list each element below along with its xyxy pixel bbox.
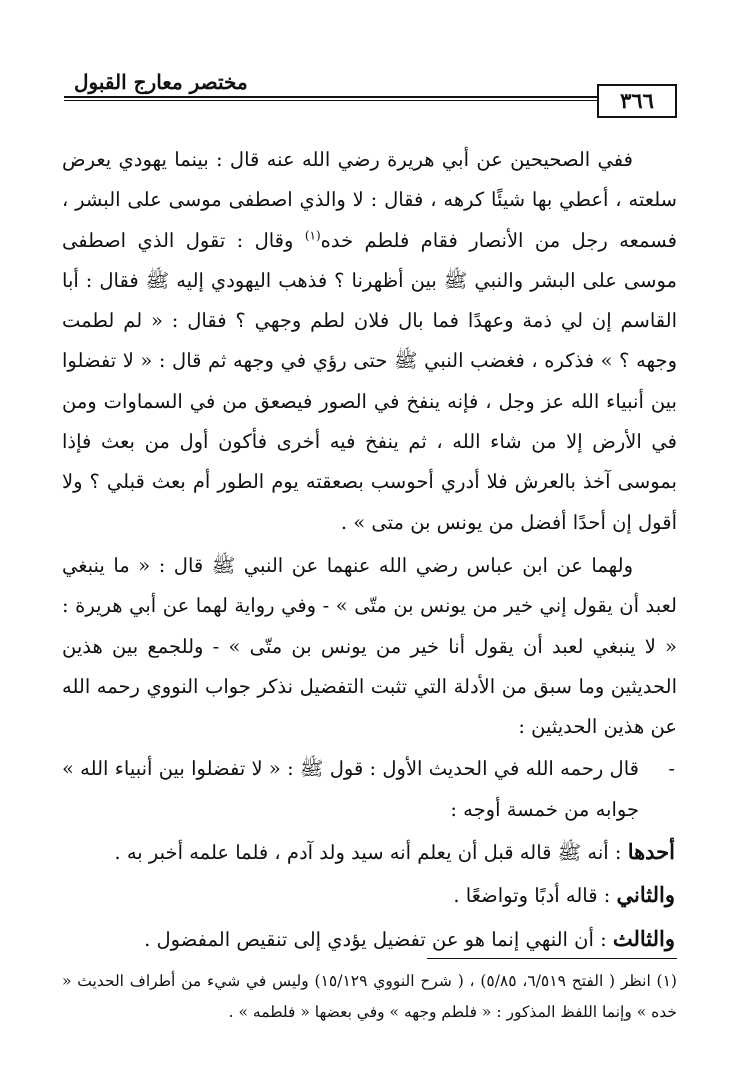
footnote-marker[interactable]: (١) <box>304 228 321 243</box>
answer-term: والثالث <box>612 925 675 951</box>
answer-term: والثاني <box>616 882 675 908</box>
paragraph-hadith-abu-hurayra <box>62 140 677 543</box>
nawawi-answer-intro <box>62 749 677 830</box>
header-rule <box>64 96 677 98</box>
answer-text: : أنه ﷺ قاله قبل أن يعلم أنه سيد ولد آدم ، فلما علمه أخبر به . <box>114 841 628 865</box>
answer-item-3 <box>62 919 677 960</box>
footnote-1: (١) انظر ( الفتح ٦/٥١٩، ٥/٨٥) ، ( شرح النووي ١٥/١٢٩) وليس في شيء من أطراف الحديث « خده » وإنما اللفظ المذكور : « فلطم وجهه » وفي بعضها « فلطمه » . <box>62 972 677 1021</box>
answer-item-2 <box>62 875 677 916</box>
paragraph-text: ففي الصحيحين عن أبي هريرة رضي الله عنه قال : بينما يهودي يعرض سلعته ، أعطي بها شيئًا كرهه ، فقال : لا والذي اصطفى موسى على البشر ، فسمعه رجل من الأنصار فقام فلطم خده <box>62 148 678 252</box>
answer-item-1 <box>62 832 677 873</box>
answer-text: : أن النهي إنما هو عن تفضيل يؤدي إلى تنقيص المفضول . <box>144 927 613 951</box>
header-rule-thin <box>64 100 677 101</box>
running-header <box>64 70 677 112</box>
answer-term: أحدها <box>627 839 675 865</box>
footnotes <box>62 966 677 1028</box>
footnote-separator <box>427 958 677 959</box>
book-title: مختصر معارج القبول <box>68 70 254 94</box>
paragraph-hadith-ibn-abbas: ولهما عن ابن عباس رضي الله عنهما عن النبي ﷺ قال : « ما ينبغي لعبد أن يقول إني خير من يونس بن متّى » - وفي رواية لهما عن أبي هريرة : « لا ينبغي لعبد أن يقول أنا خير من يونس بن متّى » - وللجمع بين هذين الحديثين وما سبق من الأدلة التي تثبت التفضيل نذكر جواب النووي رحمه الله عن هذين الحديثين : <box>62 553 677 739</box>
nawawi-answer-text: قال رحمه الله في الحديث الأول : قول ﷺ : « لا تفضلوا بين أنبياء الله » جوابه من خمسة أوجه : <box>62 757 639 821</box>
paragraph-text-continued: وقال : تقول الذي اصطفى موسى على البشر والنبي ﷺ بين أظهرنا ؟ فذهب اليهودي إليه ﷺ فقال : أبا القاسم إن لي ذمة وعهدًا فما بال فلان لطم وجهي ؟ فقال : « لم لطمت وجهه ؟ » فذكره ، فغضب النبي ﷺ حتى رؤي في وجهه ثم قال : « لا تفضلوا بين أنبياء الله عز وجل ، فإنه ينفخ في الصور فيصعق من في السماوات ومن في الأرض إلا من شاء الله ، ثم ينفخ فيه أخرى فأكون أول من بعث فإذا بموسى آخذ بالعرش فلا أدري أحوسب بصعقته يوم الطور أم بعث قبلي ؟ ولا أقول إن أحدًا أفضل من يونس بن متى » . <box>62 228 677 534</box>
answer-text: : قاله أدبًا وتواضعًا . <box>453 884 617 908</box>
main-text <box>62 140 677 960</box>
list-dash: - <box>668 757 675 781</box>
page-number: ٣٦٦ <box>597 84 677 118</box>
